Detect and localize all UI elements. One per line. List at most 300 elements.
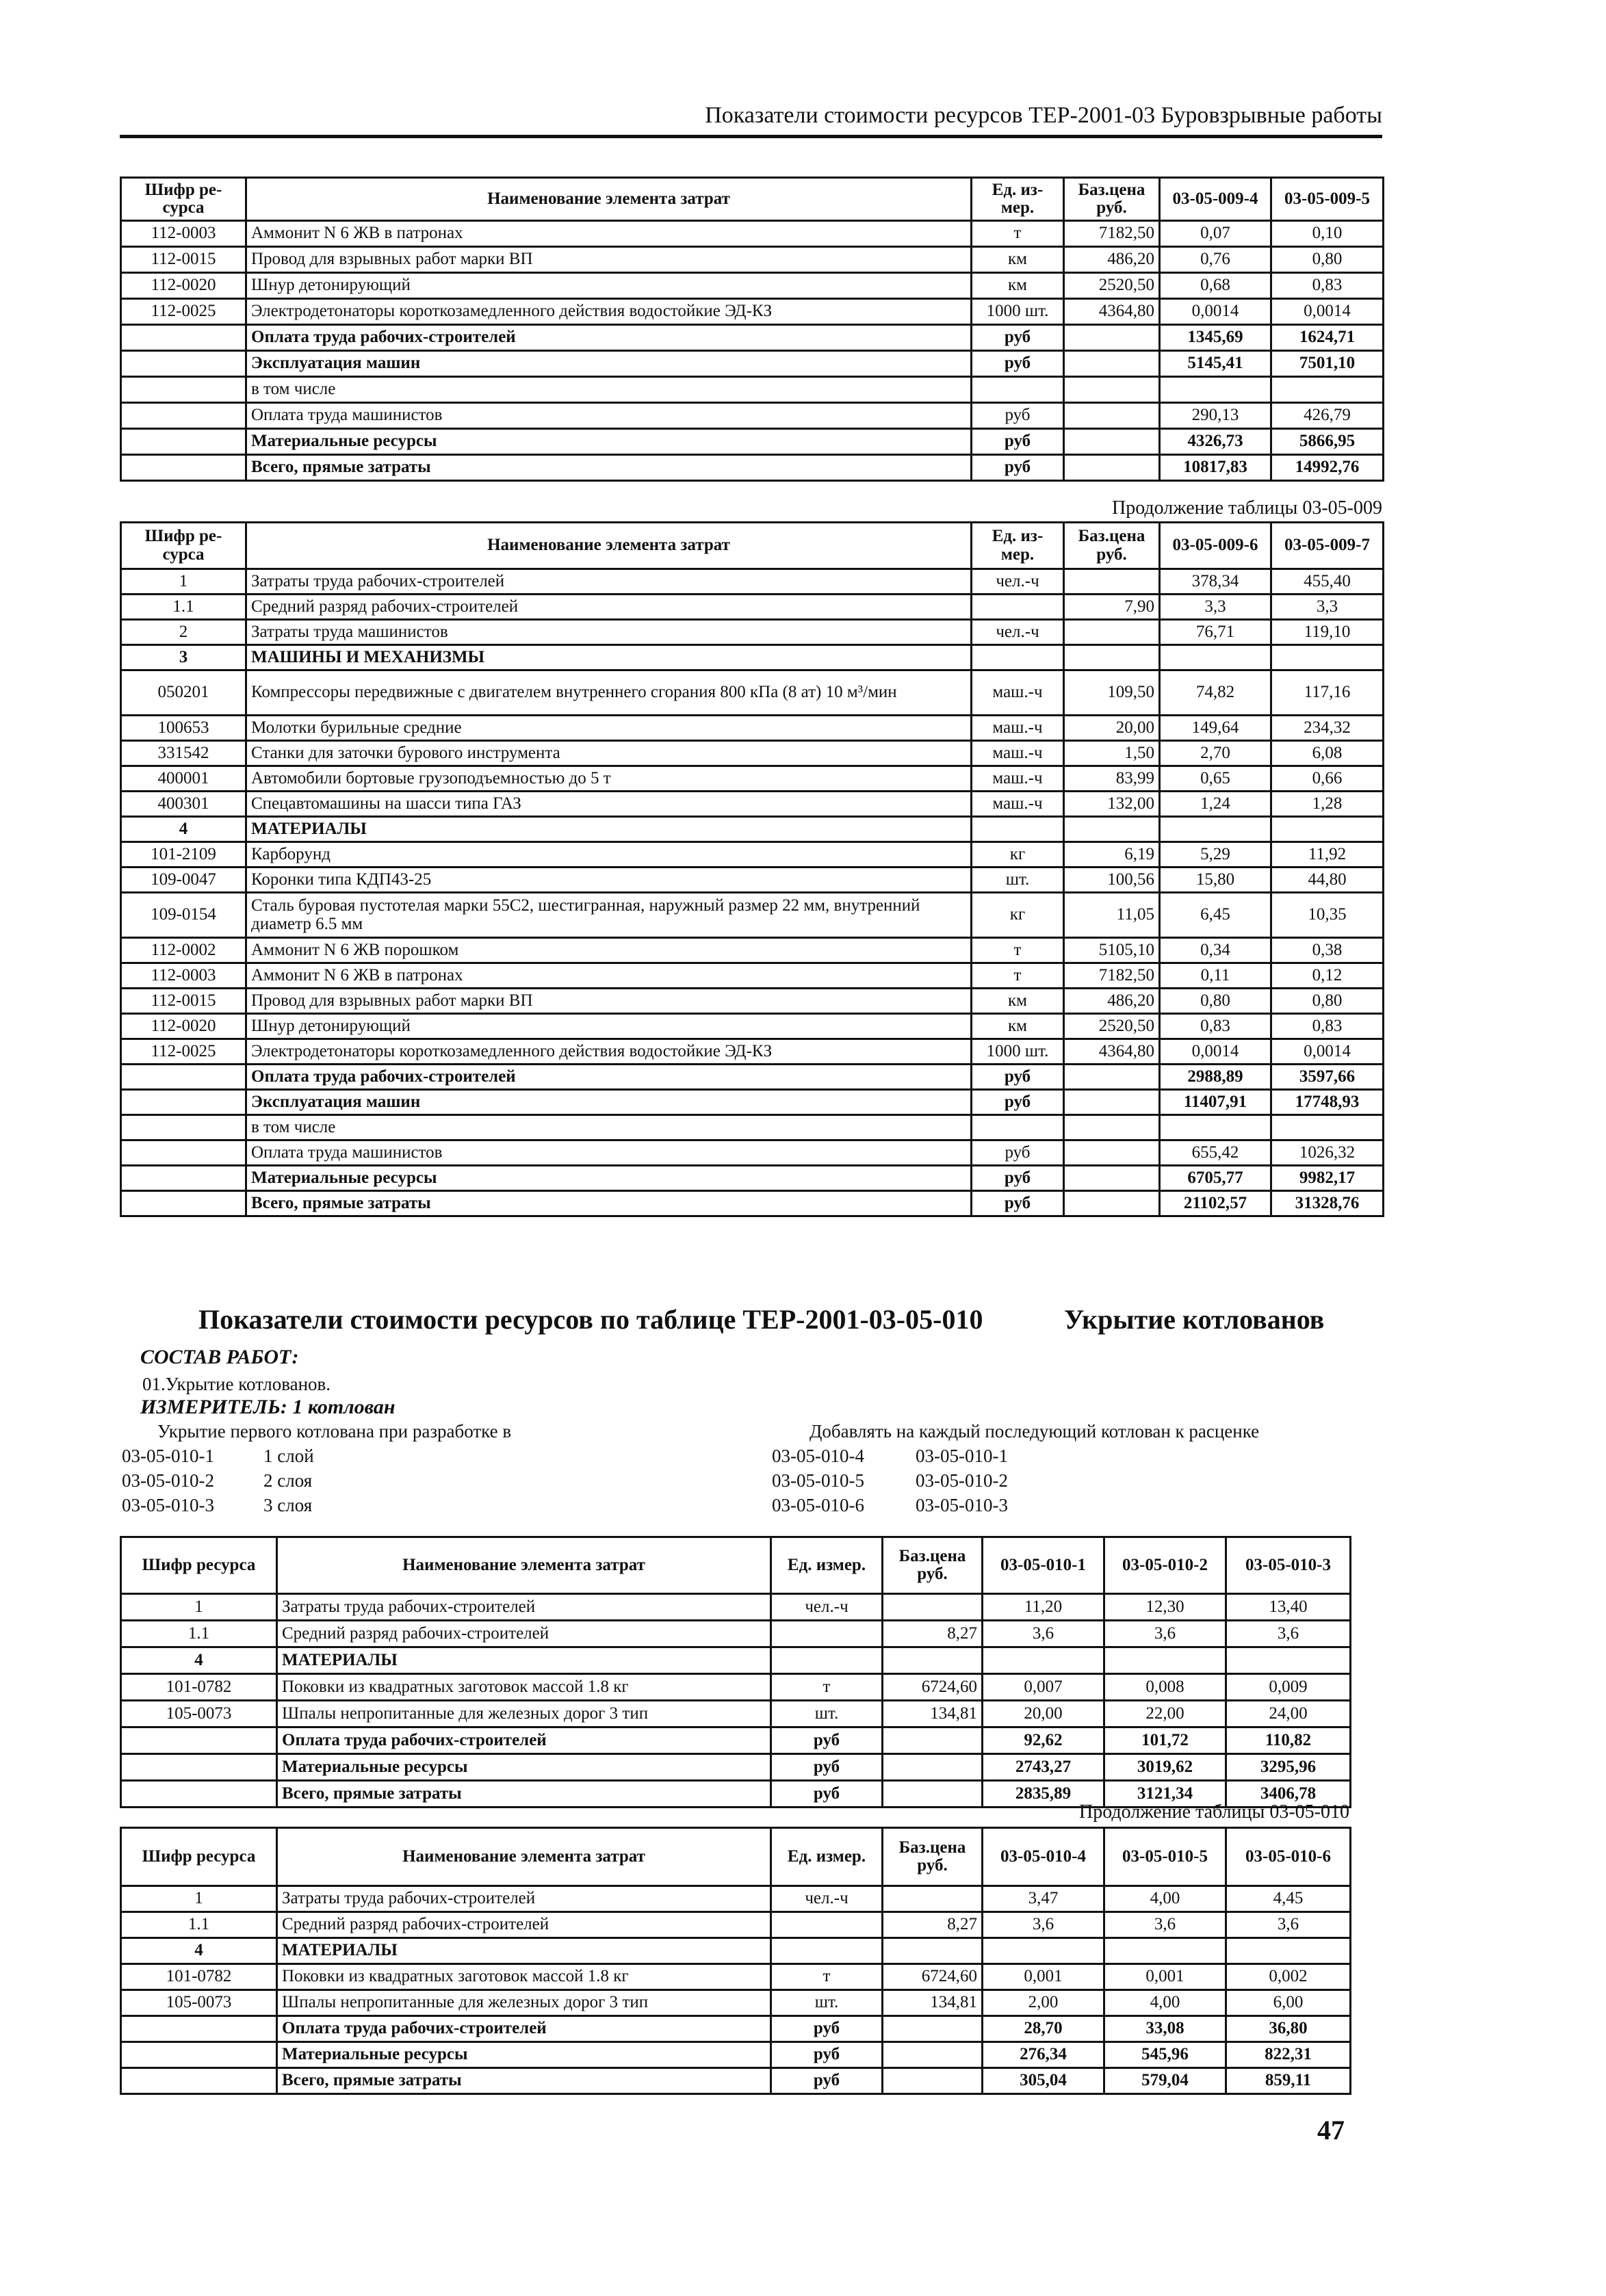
norm-value-cell: 3,6 (983, 1621, 1104, 1647)
unit-cell: руб (771, 1727, 883, 1754)
resource-code-cell: 101-0782 (121, 1964, 277, 1990)
norm-value-cell: 1345,69 (1160, 325, 1271, 351)
base-price-cell (1064, 620, 1160, 645)
unit-cell: руб (972, 455, 1064, 481)
base-price-cell (1064, 1191, 1160, 1216)
base-price-cell: 1,50 (1064, 741, 1160, 766)
page-number: 47 (1317, 2115, 1345, 2145)
base-price-cell (883, 2068, 983, 2094)
cost-element-name-cell: Средний разряд рабочих-строителей (277, 1912, 771, 1938)
norm-value-cell: 36,80 (1226, 2016, 1351, 2042)
norm-value-cell: 0,38 (1271, 938, 1384, 963)
cost-element-name-cell: МАТЕРИАЛЫ (246, 817, 972, 842)
left-option-code: 03-05-010-1 (122, 1446, 214, 1466)
base-price-cell (1064, 1115, 1160, 1140)
norm-value-cell: 76,71 (1160, 620, 1271, 645)
norm-value-cell: 4326,73 (1160, 429, 1271, 455)
base-price-cell: 486,20 (1064, 247, 1160, 273)
cost-element-name-cell: Спецавтомашины на шасси типа ГАЗ (246, 792, 972, 817)
norm-value-cell: 0,80 (1271, 247, 1384, 273)
norm-value-cell: 4,45 (1226, 1886, 1351, 1912)
resource-code-cell (121, 1090, 246, 1115)
base-price-cell: 2520,50 (1064, 1014, 1160, 1039)
cost-element-name-cell: Шпалы непропитанные для железных дорог 3 тип (277, 1701, 771, 1727)
resource-code-cell (121, 325, 246, 351)
table-row (121, 1990, 1351, 2016)
norm-value-cell: 0,0014 (1160, 299, 1271, 325)
unit-cell: руб (972, 1191, 1064, 1216)
cost-element-name-cell: Оплата труда рабочих-строителей (277, 1727, 771, 1754)
unit-cell: т (972, 963, 1064, 989)
norm-value-cell: 0,83 (1271, 273, 1384, 299)
cost-element-name-cell: Затраты труда машинистов (246, 620, 972, 645)
header-rule (120, 135, 1382, 138)
table-row (121, 1621, 1351, 1647)
norm-value-cell: 1026,32 (1271, 1140, 1384, 1166)
resource-code-cell: 4 (121, 1938, 277, 1964)
unit-cell (771, 1938, 883, 1964)
base-price-cell: 6724,60 (883, 1674, 983, 1701)
base-price-cell: 5105,10 (1064, 938, 1160, 963)
norm-value-cell: 13,40 (1226, 1594, 1351, 1621)
norm-value-cell: 3121,34 (1104, 1781, 1226, 1808)
table-row (121, 221, 1384, 247)
resource-code-cell: 109-0047 (121, 867, 246, 893)
resource-code-cell (121, 2016, 277, 2042)
norm-value-cell: 0,11 (1160, 963, 1271, 989)
norm-value-cell: 234,32 (1271, 716, 1384, 741)
norm-value-cell: 33,08 (1104, 2016, 1226, 2042)
resource-code-cell: 109-0154 (121, 893, 246, 938)
norm-value-cell: 378,34 (1160, 569, 1271, 595)
base-price-cell (1064, 569, 1160, 595)
table-row (121, 842, 1384, 867)
resource-code-cell: 1.1 (121, 1621, 277, 1647)
resource-code-cell: 400001 (121, 766, 246, 792)
resource-code-cell (121, 455, 246, 481)
norm-value-cell (1226, 1647, 1351, 1674)
column-header: Ед. измер. (771, 1537, 883, 1594)
unit-cell: т (972, 938, 1064, 963)
norm-value-cell (983, 1938, 1104, 1964)
table-header-row (121, 178, 1384, 221)
base-price-cell: 134,81 (883, 1990, 983, 2016)
norm-value-cell: 21102,57 (1160, 1191, 1271, 1216)
norm-value-cell (1160, 377, 1271, 403)
column-header: 03-05-010-6 (1226, 1828, 1351, 1886)
resource-code-cell: 105-0073 (121, 1990, 277, 2016)
cost-element-name-cell: Аммонит N 6 ЖВ порошком (246, 938, 972, 963)
resource-code-cell: 100653 (121, 716, 246, 741)
left-option-text: 3 слоя (263, 1495, 313, 1515)
unit-cell: км (972, 989, 1064, 1014)
unit-cell: руб (972, 403, 1064, 429)
norm-value-cell: 3,3 (1271, 595, 1384, 620)
table-row (121, 867, 1384, 893)
norm-value-cell: 0,12 (1271, 963, 1384, 989)
unit-cell: 1000 шт. (972, 299, 1064, 325)
unit-cell: км (972, 273, 1064, 299)
unit-cell: маш.-ч (972, 741, 1064, 766)
resource-code-cell (121, 1754, 277, 1781)
norm-value-cell: 455,40 (1271, 569, 1384, 595)
table-row (121, 1674, 1351, 1701)
cost-element-name-cell: Сталь буровая пустотелая марки 55С2, шестигранная, наружный размер 22 мм, внутренний диаметр 6.5 мм (246, 893, 972, 938)
norm-value-cell: 0,80 (1271, 989, 1384, 1014)
resource-code-cell: 4 (121, 1647, 277, 1674)
unit-cell: руб (972, 325, 1064, 351)
base-price-cell: 7182,50 (1064, 221, 1160, 247)
base-price-cell: 2520,50 (1064, 273, 1160, 299)
right-options-heading: Добавлять на каждый последующий котлован к расценке (810, 1421, 1260, 1441)
table-row (121, 377, 1384, 403)
table-row (121, 1647, 1351, 1674)
table-row (121, 569, 1384, 595)
column-header: Шифр ре-сурса (121, 523, 246, 569)
unit-cell: т (972, 221, 1064, 247)
norm-value-cell: 31328,76 (1271, 1191, 1384, 1216)
unit-cell: шт. (771, 1990, 883, 2016)
base-price-cell: 7,90 (1064, 595, 1160, 620)
norm-value-cell: 1624,71 (1271, 325, 1384, 351)
norm-value-cell: 9982,17 (1271, 1166, 1384, 1191)
norm-value-cell (1271, 1115, 1384, 1140)
norm-value-cell: 3,6 (1226, 1912, 1351, 1938)
table-row (121, 817, 1384, 842)
table-row (121, 989, 1384, 1014)
resource-code-cell: 101-0782 (121, 1674, 277, 1701)
table-row (121, 403, 1384, 429)
column-header: 03-05-010-3 (1226, 1537, 1351, 1594)
resource-code-cell: 050201 (121, 670, 246, 716)
unit-cell: чел.-ч (771, 1594, 883, 1621)
unit-cell (972, 645, 1064, 670)
norm-value-cell: 3,6 (1104, 1621, 1226, 1647)
cost-element-name-cell: МАШИНЫ И МЕХАНИЗМЫ (246, 645, 972, 670)
unit-cell: чел.-ч (972, 569, 1064, 595)
cost-element-name-cell: Автомобили бортовые грузоподъемностью до 5 т (246, 766, 972, 792)
cost-element-name-cell: Затраты труда рабочих-строителей (246, 569, 972, 595)
norm-value-cell: 11,92 (1271, 842, 1384, 867)
resource-code-cell: 1.1 (121, 595, 246, 620)
base-price-cell (883, 1594, 983, 1621)
norm-value-cell (983, 1647, 1104, 1674)
norm-value-cell: 0,65 (1160, 766, 1271, 792)
resource-code-cell: 112-0015 (121, 247, 246, 273)
norm-value-cell: 3,47 (983, 1886, 1104, 1912)
cost-element-name-cell: Материальные ресурсы (277, 2042, 771, 2068)
norm-value-cell: 655,42 (1160, 1140, 1271, 1166)
norm-value-cell (1104, 1647, 1226, 1674)
unit-cell: маш.-ч (972, 792, 1064, 817)
cost-element-name-cell: Шнур детонирующий (246, 273, 972, 299)
column-header: 03-05-009-6 (1160, 523, 1271, 569)
unit-cell (771, 1647, 883, 1674)
resource-code-cell: 112-0002 (121, 938, 246, 963)
norm-value-cell: 2743,27 (983, 1754, 1104, 1781)
norm-value-cell: 5866,95 (1271, 429, 1384, 455)
resource-code-cell: 331542 (121, 741, 246, 766)
cost-element-name-cell: Всего, прямые затраты (246, 455, 972, 481)
resource-code-cell (121, 1140, 246, 1166)
cost-element-name-cell: Средний разряд рабочих-строителей (246, 595, 972, 620)
base-price-cell (1064, 455, 1160, 481)
norm-value-cell: 0,07 (1160, 221, 1271, 247)
table-row (121, 429, 1384, 455)
cost-element-name-cell: в том числе (246, 377, 972, 403)
table-row (121, 455, 1384, 481)
norm-value-cell: 2988,89 (1160, 1065, 1271, 1090)
norm-value-cell: 15,80 (1160, 867, 1271, 893)
resource-code-cell: 112-0003 (121, 221, 246, 247)
unit-cell: кг (972, 893, 1064, 938)
resource-code-cell: 112-0020 (121, 273, 246, 299)
table-row (121, 1912, 1351, 1938)
unit-cell (972, 595, 1064, 620)
norm-value-cell: 579,04 (1104, 2068, 1226, 2094)
unit-cell: руб (771, 2016, 883, 2042)
cost-element-name-cell: Провод для взрывных работ марки ВП (246, 989, 972, 1014)
table-row (121, 893, 1384, 938)
cost-element-name-cell: МАТЕРИАЛЫ (277, 1938, 771, 1964)
table-row (121, 1754, 1351, 1781)
cost-element-name-cell: Оплата труда машинистов (246, 1140, 972, 1166)
resource-code-cell: 112-0025 (121, 299, 246, 325)
unit-cell: 1000 шт. (972, 1039, 1064, 1065)
norm-value-cell: 14992,76 (1271, 455, 1384, 481)
norm-value-cell: 0,34 (1160, 938, 1271, 963)
base-price-cell (1064, 403, 1160, 429)
column-header: Шифр ресурса (121, 1537, 277, 1594)
norm-value-cell: 0,0014 (1160, 1039, 1271, 1065)
unit-cell: руб (972, 1166, 1064, 1191)
base-price-cell (1064, 1140, 1160, 1166)
cost-element-name-cell: Всего, прямые затраты (277, 1781, 771, 1808)
unit-cell: км (972, 247, 1064, 273)
table-row (121, 247, 1384, 273)
base-price-cell: 100,56 (1064, 867, 1160, 893)
norm-value-cell: 0,66 (1271, 766, 1384, 792)
table-row (121, 2016, 1351, 2042)
resource-code-cell: 1 (121, 1886, 277, 1912)
column-header: Баз.цена руб. (883, 1828, 983, 1886)
resource-code-cell: 1.1 (121, 1912, 277, 1938)
norm-value-cell: 10,35 (1271, 893, 1384, 938)
table-row (121, 938, 1384, 963)
base-price-cell: 6724,60 (883, 1964, 983, 1990)
norm-value-cell (1226, 1938, 1351, 1964)
norm-value-cell: 0,83 (1271, 1014, 1384, 1039)
norm-value-cell: 6,45 (1160, 893, 1271, 938)
base-price-cell (1064, 325, 1160, 351)
cost-element-name-cell: Оплата труда рабочих-строителей (246, 1065, 972, 1090)
column-header: Ед. из-мер. (972, 178, 1064, 221)
resource-code-cell: 112-0003 (121, 963, 246, 989)
right-option-code: 03-05-010-5 (772, 1470, 864, 1491)
cost-element-name-cell: Материальные ресурсы (246, 429, 972, 455)
table-row (121, 1140, 1384, 1166)
right-option-code: 03-05-010-4 (772, 1446, 864, 1466)
norm-value-cell: 11407,91 (1160, 1090, 1271, 1115)
column-header: Баз.цена руб. (883, 1537, 983, 1594)
cost-element-name-cell: Молотки бурильные средние (246, 716, 972, 741)
column-header: 03-05-010-4 (983, 1828, 1104, 1886)
cost-element-name-cell: Всего, прямые затраты (277, 2068, 771, 2094)
norm-value-cell: 545,96 (1104, 2042, 1226, 2068)
table2-continuation-label: Продолжение таблицы 03-05-009 (1111, 497, 1382, 519)
unit-cell: руб (771, 2042, 883, 2068)
resource-table-009-6-7 (120, 521, 1384, 1217)
norm-value-cell: 2,70 (1160, 741, 1271, 766)
column-header: 03-05-009-7 (1271, 523, 1384, 569)
norm-value-cell: 28,70 (983, 2016, 1104, 2042)
table-row (121, 1014, 1384, 1039)
table-row (121, 351, 1384, 377)
norm-value-cell: 6,08 (1271, 741, 1384, 766)
table-row (121, 670, 1384, 716)
right-option-code: 03-05-010-6 (772, 1495, 864, 1515)
base-price-cell: 20,00 (1064, 716, 1160, 741)
norm-value-cell: 0,68 (1160, 273, 1271, 299)
cost-element-name-cell: Карборунд (246, 842, 972, 867)
base-price-cell (1064, 351, 1160, 377)
table-row (121, 299, 1384, 325)
cost-element-name-cell: Аммонит N 6 ЖВ в патронах (246, 221, 972, 247)
unit-cell: руб (972, 1140, 1064, 1166)
base-price-cell (883, 1938, 983, 1964)
base-price-cell: 132,00 (1064, 792, 1160, 817)
norm-value-cell (1271, 645, 1384, 670)
unit-cell: кг (972, 842, 1064, 867)
norm-value-cell: 17748,93 (1271, 1090, 1384, 1115)
norm-value-cell (1271, 817, 1384, 842)
norm-value-cell: 0,0014 (1271, 299, 1384, 325)
cost-element-name-cell: Всего, прямые затраты (246, 1191, 972, 1216)
column-header: Ед. из-мер. (972, 523, 1064, 569)
resource-code-cell (121, 2042, 277, 2068)
table-row (121, 1727, 1351, 1754)
unit-cell: км (972, 1014, 1064, 1039)
norm-value-cell (1160, 1115, 1271, 1140)
resource-code-cell (121, 377, 246, 403)
table-header-row (121, 1828, 1351, 1886)
base-price-cell: 4364,80 (1064, 1039, 1160, 1065)
norm-value-cell: 11,20 (983, 1594, 1104, 1621)
table-row (121, 1938, 1351, 1964)
right-option-text: 03-05-010-1 (916, 1446, 1008, 1466)
unit-cell: руб (972, 1065, 1064, 1090)
left-option-text: 2 слоя (263, 1470, 313, 1491)
table-row (121, 2068, 1351, 2094)
norm-value-cell: 0,002 (1226, 1964, 1351, 1990)
base-price-cell: 486,20 (1064, 989, 1160, 1014)
norm-value-cell: 3295,96 (1226, 1754, 1351, 1781)
norm-value-cell: 117,16 (1271, 670, 1384, 716)
base-price-cell: 83,99 (1064, 766, 1160, 792)
column-header: Баз.цена руб. (1064, 178, 1160, 221)
resource-code-cell (121, 1065, 246, 1090)
norm-value-cell: 110,82 (1226, 1727, 1351, 1754)
base-price-cell (883, 2042, 983, 2068)
cost-element-name-cell: Коронки типа КДП43-25 (246, 867, 972, 893)
unit-cell: руб (771, 1781, 883, 1808)
norm-value-cell: 305,04 (983, 2068, 1104, 2094)
resource-code-cell (121, 351, 246, 377)
norm-value-cell: 0,001 (1104, 1964, 1226, 1990)
base-price-cell (883, 2016, 983, 2042)
base-price-cell (1064, 1166, 1160, 1191)
base-price-cell (1064, 429, 1160, 455)
table-row (121, 1594, 1351, 1621)
norm-value-cell: 3406,78 (1226, 1781, 1351, 1808)
resource-code-cell: 4 (121, 817, 246, 842)
left-options-heading: Укрытие первого котлована при разработке в (157, 1421, 512, 1441)
left-option-code: 03-05-010-2 (122, 1470, 214, 1491)
norm-value-cell (1160, 817, 1271, 842)
section-subtitle: Укрытие котлованов (1064, 1304, 1325, 1335)
norm-value-cell: 2835,89 (983, 1781, 1104, 1808)
norm-value-cell: 3,6 (1104, 1912, 1226, 1938)
column-header: Наименование элемента затрат (277, 1828, 771, 1886)
norm-value-cell (1104, 1938, 1226, 1964)
table-row (121, 766, 1384, 792)
resource-table-009-4-5 (120, 177, 1384, 482)
base-price-cell: 8,27 (883, 1621, 983, 1647)
column-header: Наименование элемента затрат (246, 178, 972, 221)
table-row (121, 1039, 1384, 1065)
cost-element-name-cell: Аммонит N 6 ЖВ в патронах (246, 963, 972, 989)
norm-value-cell: 276,34 (983, 2042, 1104, 2068)
table-row (121, 963, 1384, 989)
base-price-cell: 8,27 (883, 1912, 983, 1938)
norm-value-cell: 859,11 (1226, 2068, 1351, 2094)
column-header: Шифр ре-сурса (121, 178, 246, 221)
unit-cell (771, 1621, 883, 1647)
norm-value-cell: 12,30 (1104, 1594, 1226, 1621)
unit-cell: руб (771, 2068, 883, 2094)
column-header: 03-05-009-5 (1271, 178, 1384, 221)
unit-cell (972, 817, 1064, 842)
unit-cell: маш.-ч (972, 670, 1064, 716)
unit-cell: руб (972, 429, 1064, 455)
column-header: Баз.цена руб. (1064, 523, 1160, 569)
cost-element-name-cell: Станки для заточки бурового инструмента (246, 741, 972, 766)
base-price-cell (883, 1727, 983, 1754)
base-price-cell: 4364,80 (1064, 299, 1160, 325)
resource-code-cell (121, 1727, 277, 1754)
table-row (121, 792, 1384, 817)
table-row (121, 1701, 1351, 1727)
norm-value-cell: 0,83 (1160, 1014, 1271, 1039)
column-header: Ед. измер. (771, 1828, 883, 1886)
section-title: Показатели стоимости ресурсов по таблице ТЕР-2001-03-05-010 (198, 1304, 983, 1335)
unit-cell: руб (972, 351, 1064, 377)
resource-code-cell: 101-2109 (121, 842, 246, 867)
norm-value-cell: 0,0014 (1271, 1039, 1384, 1065)
cost-element-name-cell: Оплата труда машинистов (246, 403, 972, 429)
cost-element-name-cell: Затраты труда рабочих-строителей (277, 1886, 771, 1912)
norm-value-cell: 1,28 (1271, 792, 1384, 817)
resource-code-cell (121, 429, 246, 455)
resource-code-cell (121, 403, 246, 429)
norm-value-cell: 119,10 (1271, 620, 1384, 645)
cost-element-name-cell: Затраты труда рабочих-строителей (277, 1594, 771, 1621)
norm-value-cell: 22,00 (1104, 1701, 1226, 1727)
unit-cell: чел.-ч (972, 620, 1064, 645)
cost-element-name-cell: Электродетонаторы короткозамедленного действия водостойкие ЭД-КЗ (246, 299, 972, 325)
column-header: 03-05-010-1 (983, 1537, 1104, 1594)
cost-element-name-cell: Компрессоры передвижные с двигателем внутреннего сгорания 800 кПа (8 ат) 10 м³/мин (246, 670, 972, 716)
